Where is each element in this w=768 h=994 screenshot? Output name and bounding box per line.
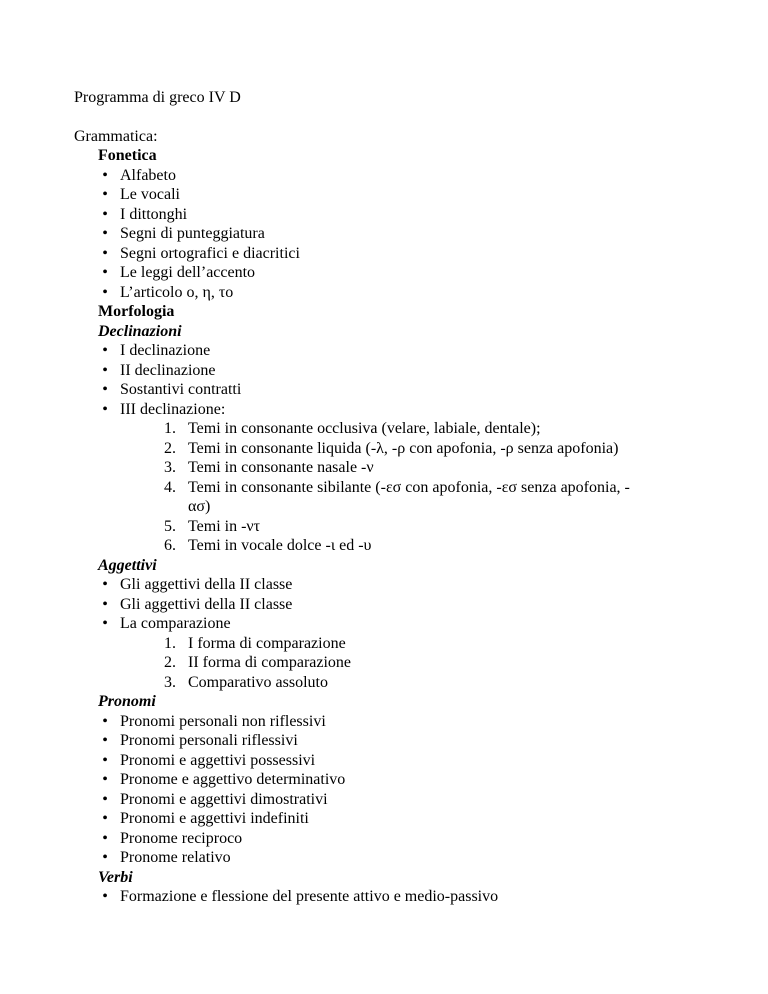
list-item-text: Pronomi personali non riflessivi (120, 712, 326, 730)
numbered-item-text: I forma di comparazione (188, 634, 346, 652)
item-number: 4. (164, 478, 176, 496)
list-item (74, 263, 714, 283)
list-item (74, 887, 714, 907)
numbered-item (74, 458, 714, 478)
numbered-item-text: II forma di comparazione (188, 654, 352, 671)
list-item-text: Pronome reciproco (120, 829, 243, 847)
list-item-text: La comparazione (120, 615, 231, 632)
bullet-icon: • (102, 342, 108, 359)
list-item-text: Alfabeto (120, 166, 176, 184)
numbered-item (74, 419, 714, 439)
bullet-icon: • (102, 829, 108, 847)
bullet-icon: • (102, 400, 108, 418)
list-item-text: Gli aggettivi della II classe (120, 576, 293, 593)
heading-aggettivi: Aggettivi (98, 556, 157, 574)
item-number: 5. (164, 517, 176, 535)
heading-declinazioni: Declinazioni (98, 322, 182, 340)
heading-fonetica: Fonetica (98, 147, 157, 164)
declinazioni-sublist (74, 419, 714, 556)
numbered-item-text: Temi in consonante liquida (-λ, -ρ con apofonia, -ρ senza apofonia) (188, 439, 619, 457)
list-item-text: Pronomi e aggettivi dimostrativi (120, 790, 328, 808)
aggettivi-list (74, 575, 714, 634)
item-number: 2. (164, 654, 176, 671)
numbered-item (74, 478, 714, 498)
list-item (74, 614, 714, 634)
list-item-text: Le vocali (120, 186, 180, 203)
heading-verbi: Verbi (98, 868, 133, 886)
bullet-icon: • (102, 205, 108, 223)
bullet-icon: • (102, 225, 108, 242)
list-item-text: Segni di punteggiatura (120, 225, 265, 242)
bullet-icon: • (102, 244, 108, 262)
bullet-icon: • (102, 166, 108, 184)
list-item-text: I dittonghi (120, 205, 188, 223)
numbered-item-text: Temi in consonante sibilante (-εσ con apofonia, -εσ senza apofonia, - (188, 478, 630, 496)
numbered-item-text: Temi in consonante nasale -ν (188, 459, 374, 476)
numbered-item (74, 673, 714, 693)
document-title: Programma di greco IV D (74, 89, 241, 106)
list-item (74, 712, 714, 732)
list-item (74, 185, 714, 205)
numbered-item (74, 653, 714, 673)
list-item (74, 341, 714, 361)
list-item-text: Gli aggettivi della II classe (120, 595, 293, 613)
list-item (74, 224, 714, 244)
numbered-item-text: Comparativo assoluto (188, 673, 328, 691)
list-item (74, 400, 714, 420)
numbered-item (74, 517, 714, 537)
bullet-icon: • (102, 381, 108, 398)
item-number: 3. (164, 673, 176, 691)
bullet-icon: • (102, 264, 108, 281)
numbered-item-continuation: ασ) (188, 498, 211, 515)
numbered-item-text: Temi in vocale dolce -ι ed -υ (188, 537, 372, 554)
list-item-text: II declinazione (120, 361, 216, 379)
list-item-text: Pronomi e aggettivi indefiniti (120, 810, 309, 827)
list-item (74, 731, 714, 751)
list-item-text: Pronomi personali riflessivi (120, 732, 298, 749)
numbered-item-text: Temi in consonante occlusiva (velare, labiale, dentale); (188, 420, 541, 437)
list-item (74, 770, 714, 790)
list-item (74, 205, 714, 225)
item-number: 1. (164, 634, 176, 652)
item-number: 2. (164, 439, 176, 457)
list-item (74, 829, 714, 849)
bullet-icon: • (102, 732, 108, 749)
bullet-icon: • (102, 615, 108, 632)
list-item (74, 361, 714, 381)
list-item-text: Le leggi dell’accento (120, 264, 256, 281)
list-item-text: Pronome e aggettivo determinativo (120, 771, 346, 788)
list-item (74, 790, 714, 810)
heading-morfologia: Morfologia (98, 303, 175, 320)
numbered-item (74, 634, 714, 654)
pronomi-list (74, 712, 714, 868)
bullet-icon: • (102, 361, 108, 379)
bullet-icon: • (102, 849, 108, 866)
list-item (74, 751, 714, 771)
declinazioni-list (74, 341, 714, 419)
bullet-icon: • (102, 186, 108, 203)
numbered-item (74, 536, 714, 556)
bullet-icon: • (102, 751, 108, 769)
list-item-text: Pronome relativo (120, 849, 231, 866)
verbi-list (74, 887, 714, 907)
bullet-icon: • (102, 810, 108, 827)
bullet-icon: • (102, 283, 108, 301)
aggettivi-sublist (74, 634, 714, 693)
list-item (74, 595, 714, 615)
bullet-icon: • (102, 576, 108, 593)
numbered-item (74, 439, 714, 459)
list-item (74, 380, 714, 400)
item-number: 1. (164, 420, 176, 437)
list-item-text: L’articolo ο, η, το (120, 283, 234, 301)
numbered-item-text: Temi in -ντ (188, 517, 261, 535)
list-item (74, 575, 714, 595)
bullet-icon: • (102, 595, 108, 613)
item-number: 3. (164, 459, 176, 476)
bullet-icon: • (102, 790, 108, 808)
fonetica-list (74, 166, 714, 303)
list-item (74, 166, 714, 186)
list-item-text: Pronomi e aggettivi possessivi (120, 751, 316, 769)
list-item (74, 283, 714, 303)
list-item-text: Sostantivi contratti (120, 381, 242, 398)
item-number: 6. (164, 537, 176, 554)
list-item-text: I declinazione (120, 342, 211, 359)
section-heading: Grammatica: (74, 127, 158, 145)
list-item-text: III declinazione: (120, 400, 226, 418)
bullet-icon: • (102, 771, 108, 788)
list-item (74, 848, 714, 868)
list-item-text: Segni ortografici e diacritici (120, 244, 300, 262)
bullet-icon: • (102, 712, 108, 730)
list-item-text: Formazione e flessione del presente attivo e medio-passivo (120, 888, 499, 905)
list-item (74, 244, 714, 264)
list-item (74, 809, 714, 829)
bullet-icon: • (102, 888, 108, 905)
heading-pronomi: Pronomi (98, 693, 156, 710)
document-page (74, 88, 714, 907)
